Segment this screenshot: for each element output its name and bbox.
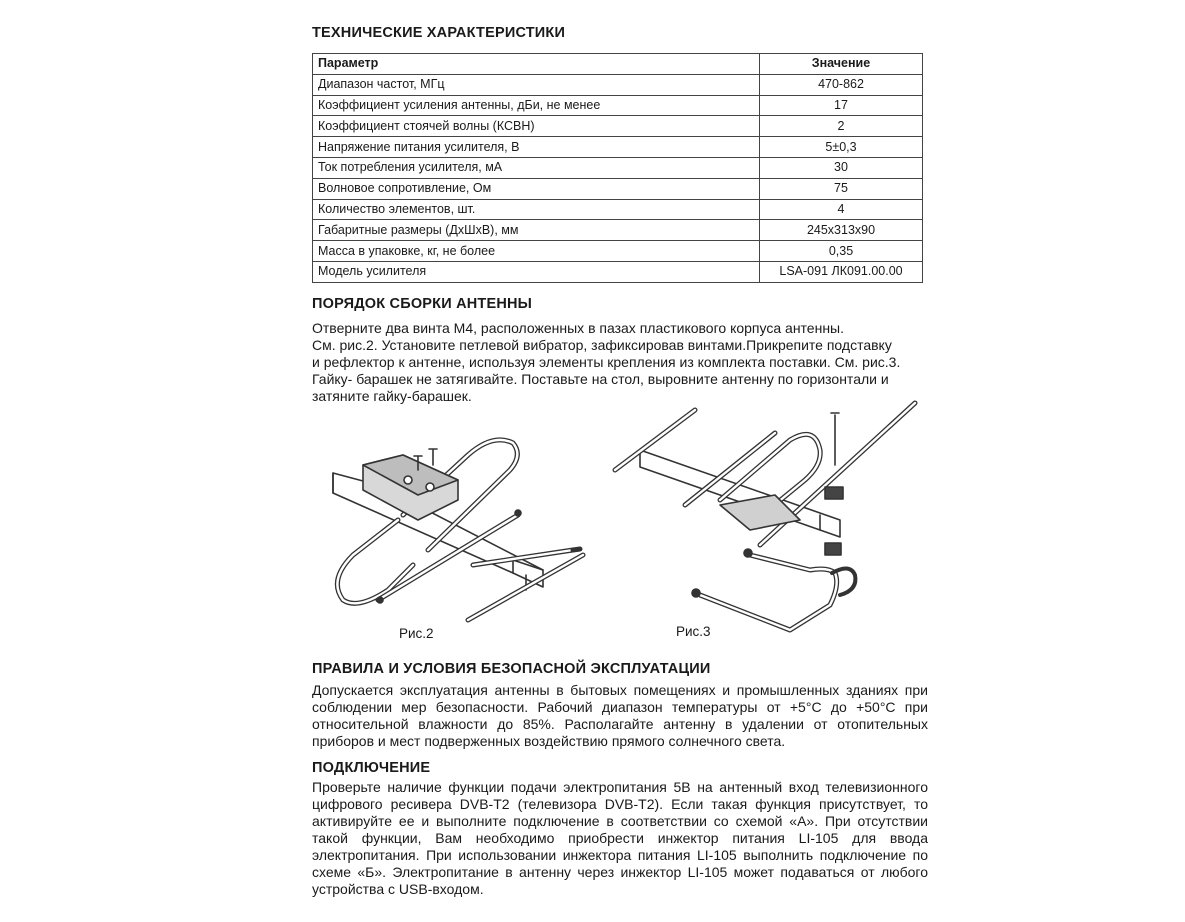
value-cell: 17 (760, 95, 923, 116)
table-row (313, 178, 923, 199)
assembly-text (312, 320, 952, 405)
value-cell: 75 (760, 178, 923, 199)
figure-2-antenna-drawing (318, 425, 608, 625)
table-row (313, 74, 923, 95)
table-row (313, 261, 923, 282)
table-row (313, 116, 923, 137)
table-row (313, 137, 923, 158)
param-cell: Диапазон частот, МГц (313, 74, 760, 95)
table-row (313, 95, 923, 116)
assembly-line: Отверните два винта М4, расположенных в пазах пластикового корпуса антенны. (312, 320, 844, 336)
assembly-line: См. рис.2. Установите петлевой вибратор, зафиксировав винтами.Прикрепите подставку (312, 337, 892, 353)
value-cell: 2 (760, 116, 923, 137)
header-param: Параметр (313, 54, 760, 75)
value-cell: 5±0,3 (760, 137, 923, 158)
param-cell: Волновое сопротивление, Ом (313, 178, 760, 199)
table-row (313, 157, 923, 178)
specs-heading: ТЕХНИЧЕСКИЕ ХАРАКТЕРИСТИКИ (312, 25, 566, 41)
specs-table (312, 53, 923, 283)
safety-text: Допускается эксплуатация антенны в бытовых помещениях и промышленных зданиях при соблюдении мер безопасности. Рабочий диапазон температуры от +5°С до +50°С при относительной влажности до 85%. Располагайте антенну в удалении от отопительных приборов и мест подверженных воздействию прямого солнечного света. (312, 682, 928, 749)
figure-3-antenna-drawing (600, 395, 930, 645)
param-cell: Габаритные размеры (ДхШхВ), мм (313, 220, 760, 241)
assembly-line: Гайку- барашек не затягивайте. Поставьте на стол, выровните антенну по горизонтали и (312, 371, 889, 387)
param-cell: Ток потребления усилителя, мА (313, 157, 760, 178)
assembly-heading: ПОРЯДОК СБОРКИ АНТЕННЫ (312, 296, 533, 312)
table-row (313, 220, 923, 241)
figure-2-caption: Рис.2 (399, 626, 434, 641)
table-header-row (313, 54, 923, 75)
param-cell: Коэффициент стоячей волны (КСВН) (313, 116, 760, 137)
value-cell: 245х313х90 (760, 220, 923, 241)
param-cell: Модель усилителя (313, 261, 760, 282)
value-cell: 4 (760, 199, 923, 220)
param-cell: Масса в упаковке, кг, не более (313, 241, 760, 262)
figure-3-caption: Рис.3 (676, 624, 711, 639)
header-value: Значение (760, 54, 923, 75)
connection-text: Проверьте наличие функции подачи электропитания 5В на антенный вход телевизионного цифрового ресивера DVB-T2 (телевизора DVB-T2). Если такая функция присутствует, то активируйте ее и выполните подключение в соответствии со схемой «А». При отсутствии такой функции, Вам необходимо приобрести инжектор питания LI-105 для ввода электропитания. При использовании инжектора питания LI-105 выполнить подключение по схеме «Б». Электропитание в антенну через инжектор LI-105 может подаваться от любого устройства с USB-входом. (312, 779, 928, 897)
connection-heading: ПОДКЛЮЧЕНИЕ (312, 760, 431, 776)
table-row (313, 199, 923, 220)
param-cell: Коэффициент усиления антенны, дБи, не менее (313, 95, 760, 116)
safety-heading: ПРАВИЛА И УСЛОВИЯ БЕЗОПАСНОЙ ЭКСПЛУАТАЦИИ (312, 661, 711, 677)
assembly-line: и рефлектор к антенне, используя элементы крепления из комплекта поставки. См. рис.3. (312, 354, 901, 370)
value-cell: 30 (760, 157, 923, 178)
value-cell: 0,35 (760, 241, 923, 262)
value-cell: LSA-091 ЛК091.00.00 (760, 261, 923, 282)
value-cell: 470-862 (760, 74, 923, 95)
assembly-line: затяните гайку-барашек. (312, 388, 472, 404)
param-cell: Напряжение питания усилителя, В (313, 137, 760, 158)
param-cell: Количество элементов, шт. (313, 199, 760, 220)
table-row (313, 241, 923, 262)
